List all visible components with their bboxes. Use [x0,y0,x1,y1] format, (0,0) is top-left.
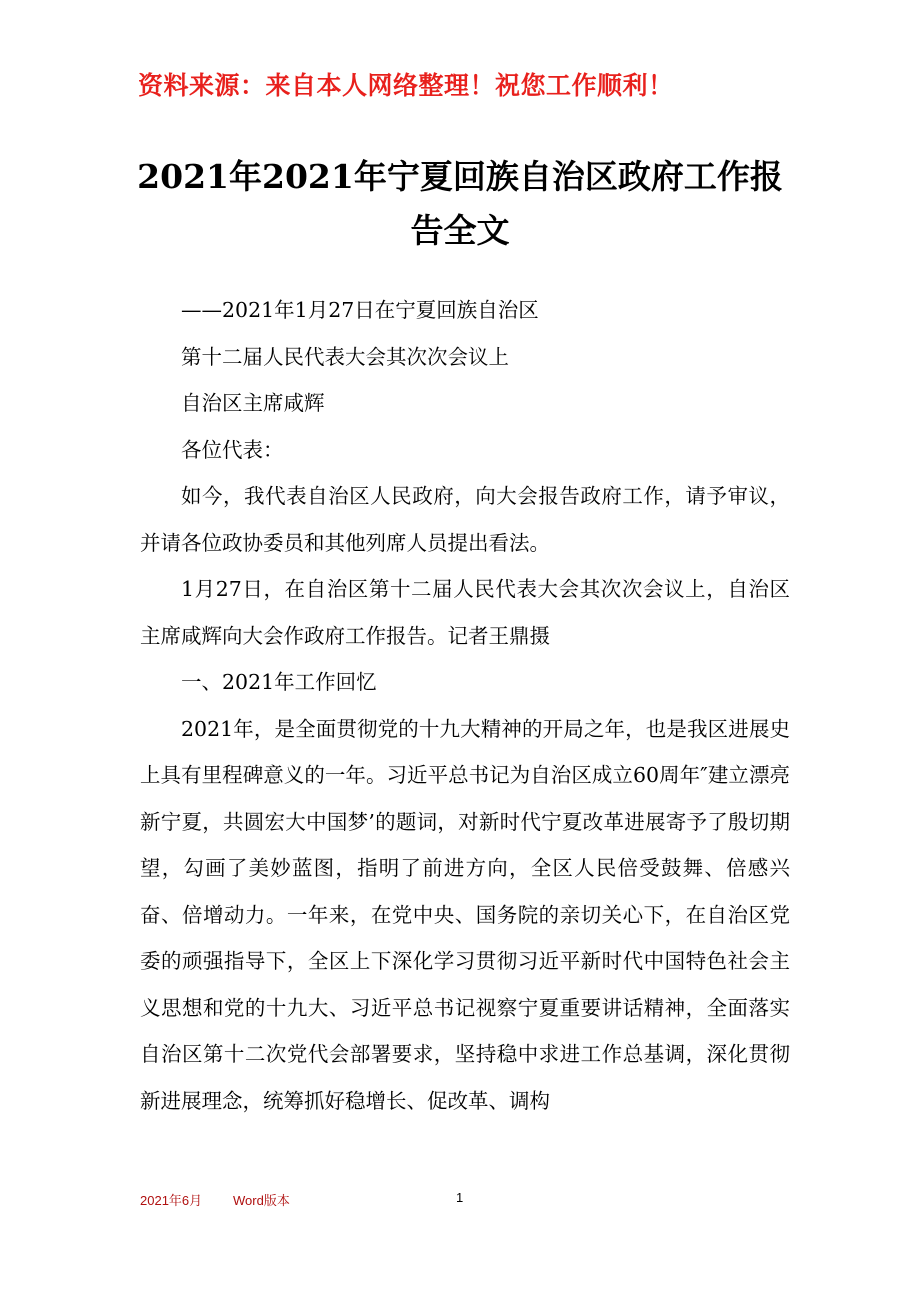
document-body [140,287,790,1124]
page-number: 1 [456,1190,464,1205]
page-footer [140,1190,780,1212]
paragraph: ——2021年1月27日在宁夏回族自治区 [181,298,539,322]
footer-version: Word版本 [233,1193,290,1208]
document-title: 2021年2021年宁夏回族自治区政府工作报告全文 [137,157,783,250]
paragraph: 第十二届人民代表大会其次次会议上 [181,344,509,369]
paragraph: 1月27日，在自治区第十二届人民代表大会其次次会议上，自治区主席咸辉向大会作政府工作报告。记者王鼎摄 [140,577,790,648]
footer-date: 2021年6月 [140,1193,203,1208]
paragraph: 2021年，是全面贯彻党的十九大精神的开局之年，也是我区进展史上具有里程碑意义的一年。习近平总书记为自治区成立60周年″建立漂亮新宁夏，共圆宏大中国梦’的题词，对新时代宁夏改革进展寄予了殷切期望，勾画了美妙蓝图，指明了前进方向，全区人民倍受鼓舞、倍感兴奋、倍增动力。一年来，在党中央、国务院的亲切关心下，在自治区党委的顽强指导下，全区上下深化学习贯彻习近平新时代中国特色社会主义思想和党的十九大、习近平总书记视察宁夏重要讲话精神，全面落实自治区第十二次党代会部署要求，坚持稳中求进工作总基调，深化贯彻新进展理念，统筹抓好稳增长、促改革、调构 [140,716,790,1113]
paragraph: 如今，我代表自治区人民政府，向大会报告政府工作，请予审议，并请各位政协委员和其他列席人员提出看法。 [140,484,790,555]
section-heading: 一、2021年工作回忆 [181,670,377,694]
source-note: 资料来源：来自本人网络整理！祝您工作顺利！ [138,71,674,100]
paragraph: 自治区主席咸辉 [181,391,325,415]
paragraph: 各位代表： [181,437,284,462]
